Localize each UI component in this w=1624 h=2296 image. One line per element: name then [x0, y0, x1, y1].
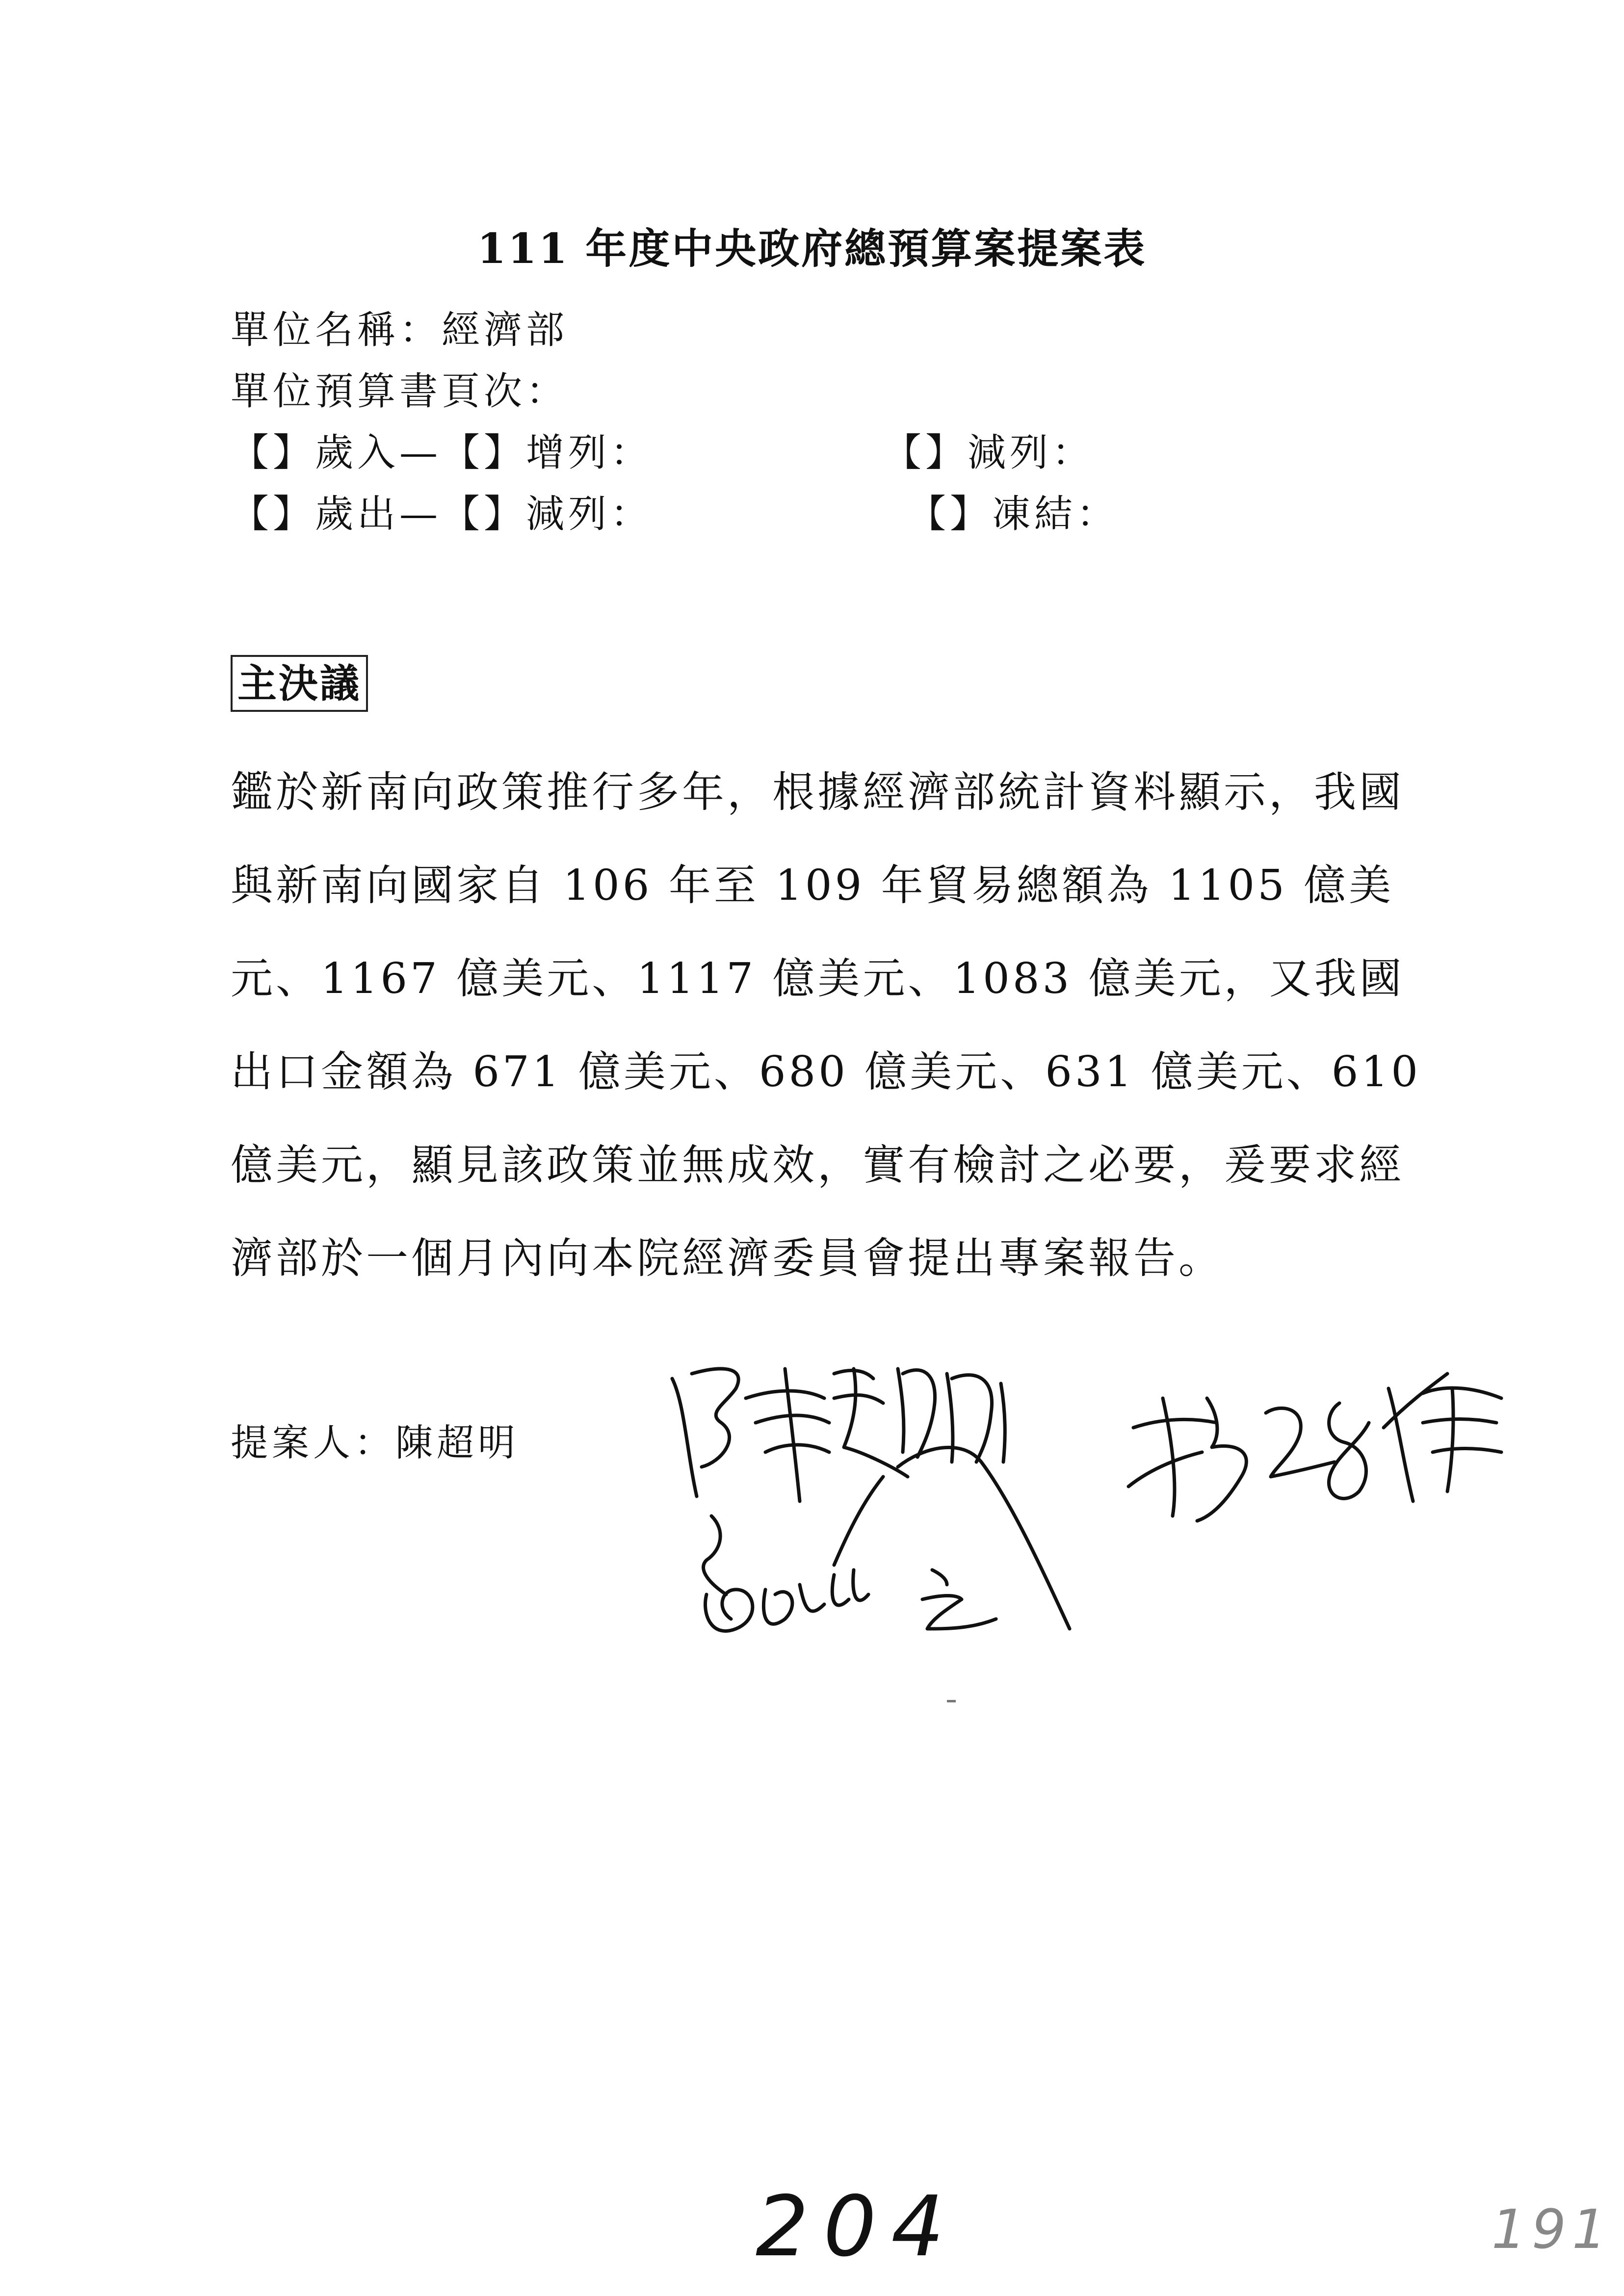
revenue-reduce-line: 【】減列： — [883, 431, 1095, 475]
proposer-line: 提案人：陳超明 — [231, 1421, 519, 1464]
scan-speck — [947, 1700, 956, 1702]
resolution-paragraph: 鑑於新南向政策推行多年，根據經濟部統計資料顯示，我國與新南向國家自 106 年至 109 年貿易總額為 1105 億美元、1167 億美元、1117 億美元、1083 億美元，又我國出口金額為 671 億美元、680 億美元、631 億美元、610 億美元，顯見該政策並無成效，實有檢討之必要，爰要求經濟部於一個月內向本院經濟委員會提出專案報告。 — [231, 768, 1421, 1283]
unit-budget-page: 單位預算書頁次： — [231, 369, 569, 414]
signature-3 — [1128, 1374, 1501, 1521]
pencil-page-number: 191 — [1492, 2198, 1612, 2261]
expenditure-reduce-line: 【】歲出—【】減列： — [231, 492, 653, 536]
unit-name: 單位名稱：經濟部 — [231, 308, 569, 352]
main-resolution-label: 主決議 — [231, 655, 368, 712]
revenue-increase-line: 【】歲入—【】增列： — [231, 431, 653, 475]
expenditure-freeze-line: 【】凍結： — [908, 492, 1119, 536]
document-title: 111 年度中央政府總預算案提案表 — [477, 224, 1147, 273]
handwritten-page-number: 204 — [756, 2178, 959, 2275]
